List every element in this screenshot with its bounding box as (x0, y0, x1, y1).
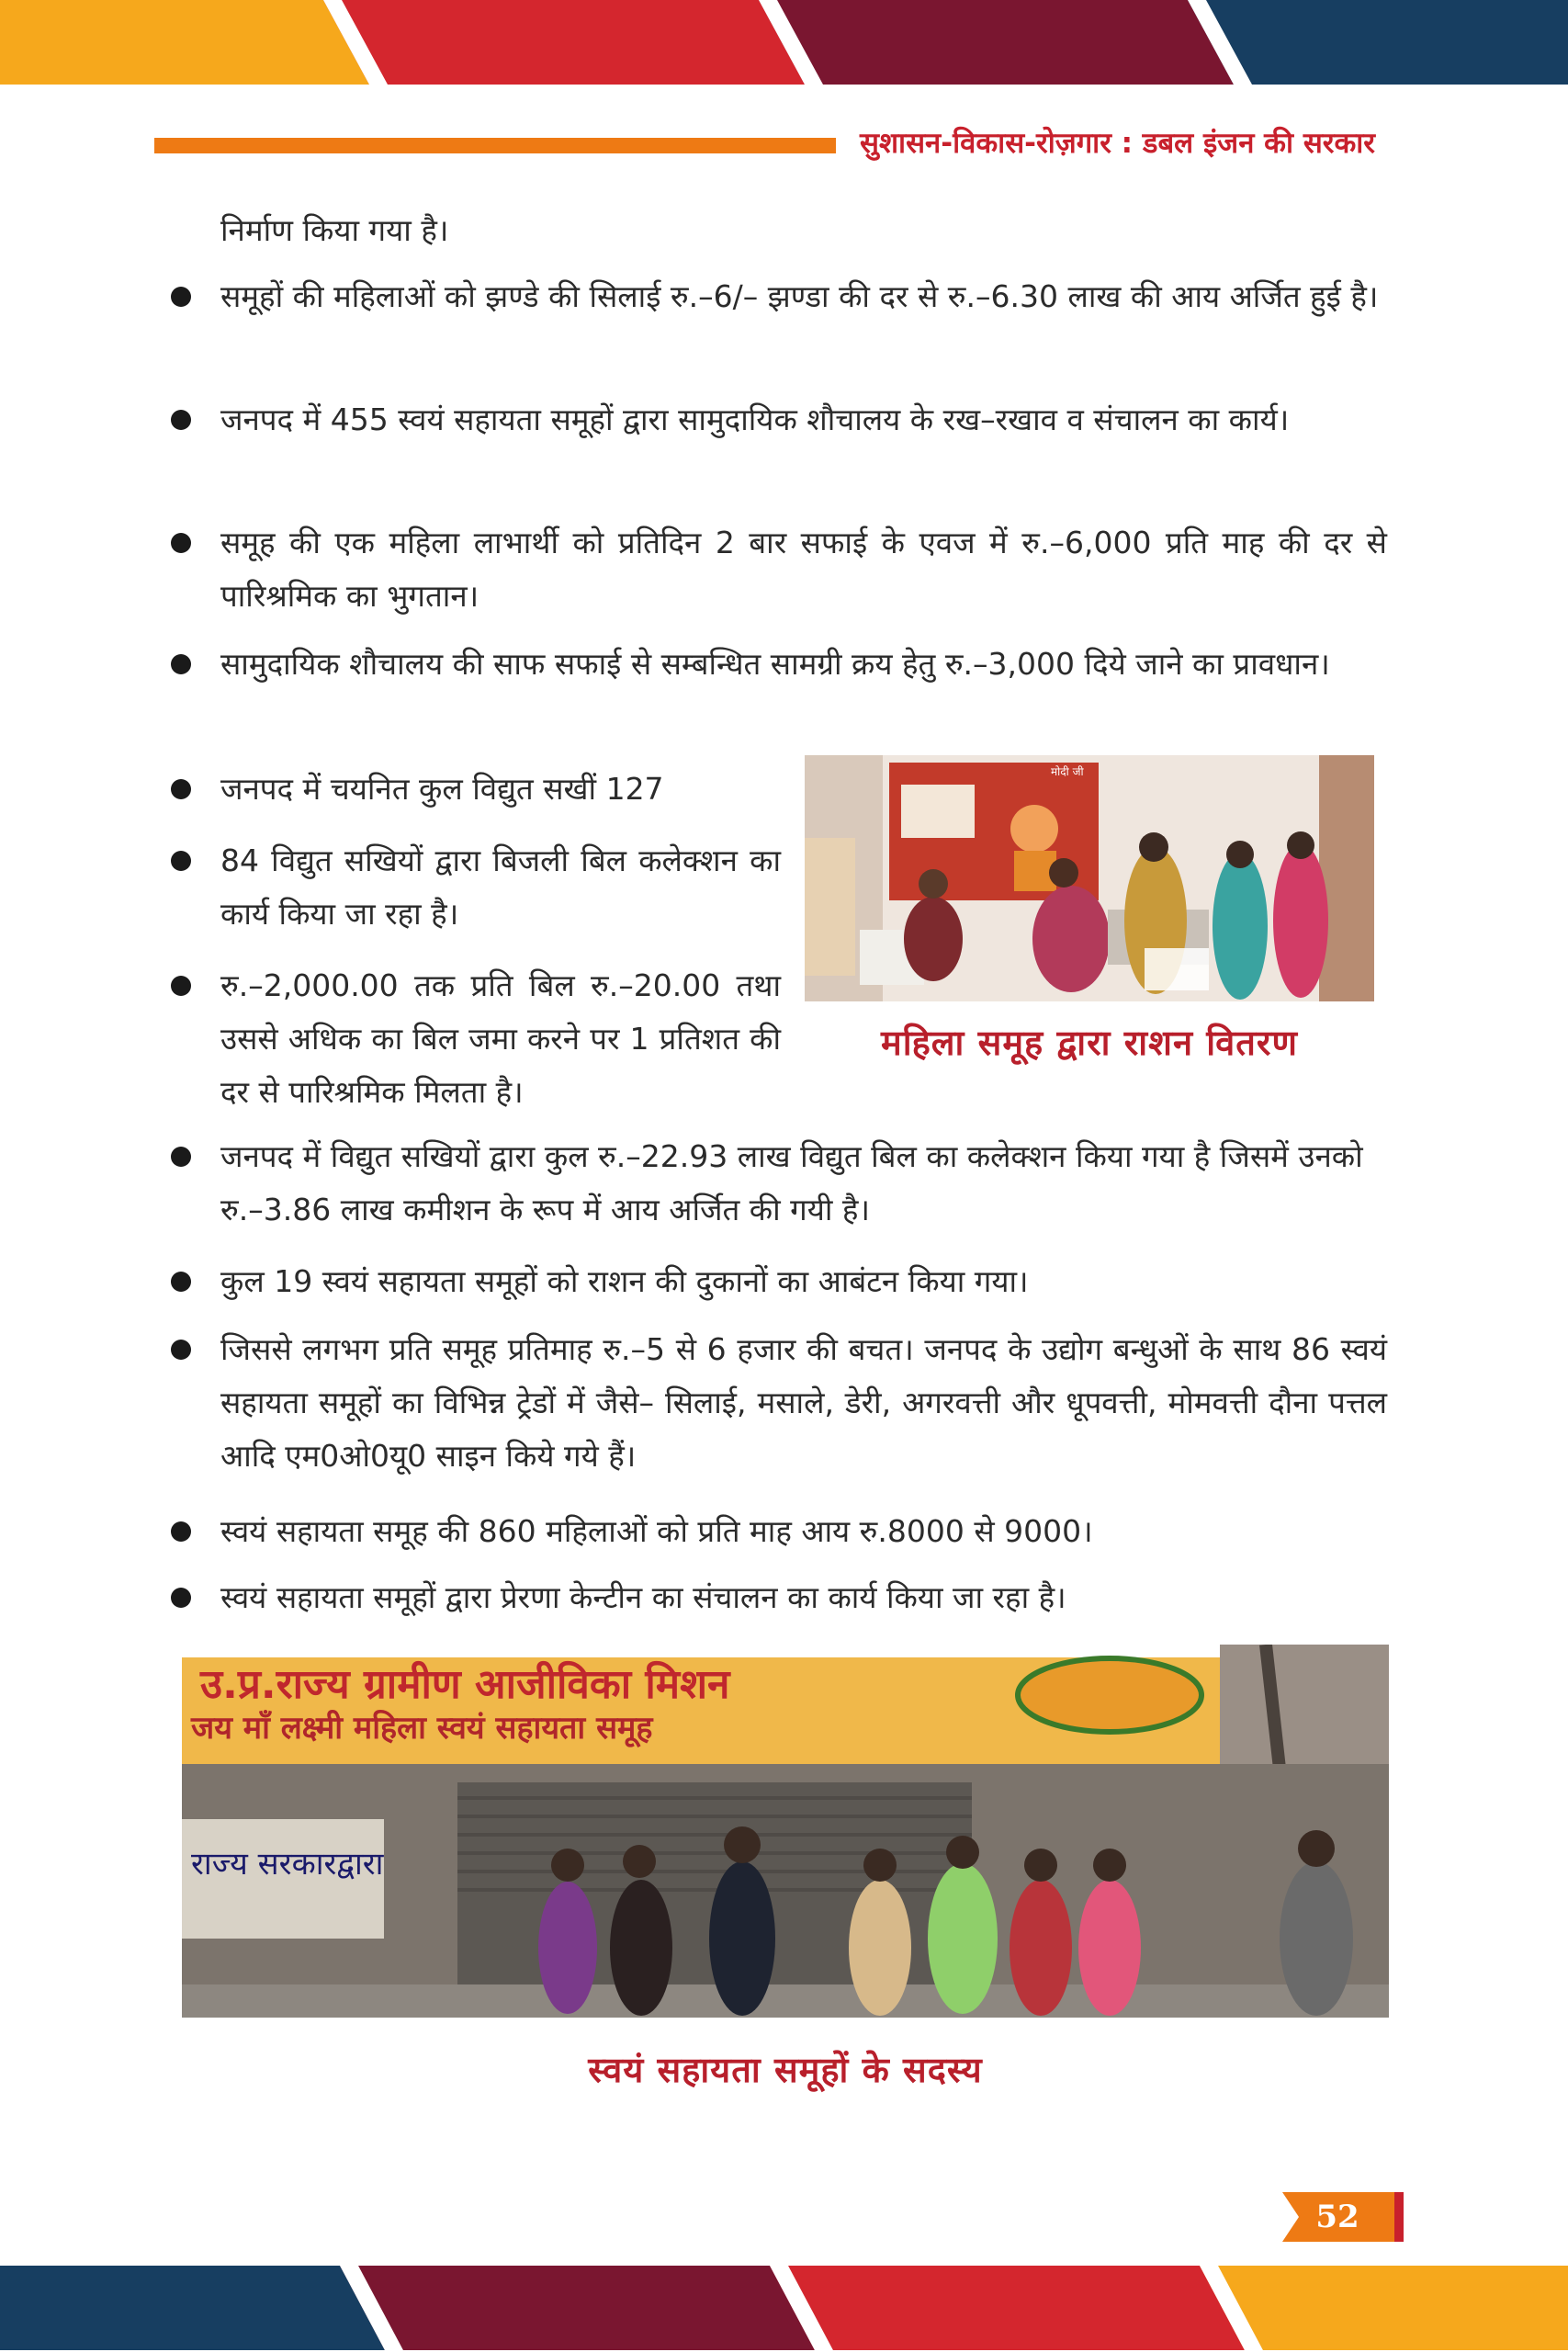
bullet-dot (171, 851, 191, 871)
bullet-dot (171, 410, 191, 430)
bullet-text-4: सामुदायिक शौचालय की साफ सफाई से सम्बन्धित सामग्री क्रय हेतु रु.–3,000 दिये जाने का प्रावधान। (220, 646, 1330, 682)
bullet-text-11: स्वयं सहायता समूह की 860 महिलाओं को प्रति माह आय रु.8000 से 9000। (220, 1513, 1093, 1549)
bullet-text-1: समूहों की महिलाओं को झण्डे की सिलाई रु.–6/– झण्डा की दर से रु.–6.30 लाख की आय अर्जित हुई है। (220, 278, 1379, 314)
top-color-band (0, 0, 1568, 85)
sign-line-1: उ.प्र.राज्य ग्रामीण आजीविका मिशन (200, 1661, 730, 1708)
bullet-text-10: जिससे लगभग प्रति समूह प्रतिमाह रु.–5 से 6 हजार की बचत। जनपद के उद्योग बन्धुओं के साथ 86 स्वयं सहायता समूहों का विभिन्न ट्रेडों में जैसे– सिलाई, मसाले, डेरी, अगरवत्ती और धूपवत्ती, मोमवत्ती दौना पत्तल आदि एम0ओ0यू0 साइन किये गये हैं। (220, 1331, 1387, 1474)
bullet-text-2: जनपद में 455 स्वयं सहायता समूहों द्वारा सामुदायिक शौचालय के रख–रखाव व संचालन का कार्य। (220, 401, 1290, 437)
group-photo-caption: स्वयं सहायता समूहों के सदस्य (588, 2049, 983, 2090)
bullet-text-8: जनपद में विद्युत सखियों द्वारा कुल रु.–22.93 लाख विद्युत बिल का कलेक्शन किया गया है जिसमें उनको रु.–3.86 लाख कमीशन के रूप में आय अर्जित की गयी है। (220, 1138, 1363, 1227)
bullet-dot (171, 287, 191, 307)
self-help-group-photo (182, 1645, 1389, 2018)
ration-distribution-photo (805, 755, 1374, 1001)
bullet-text-3: समूह की एक महिला लाभार्थी को प्रतिदिन 2 बार सफाई के एवज में रु.–6,000 प्रति माह की दर से पारिश्रमिक का भुगतान। (220, 525, 1387, 614)
bullet-text-6: 84 विद्युत सखियों द्वारा बिजली बिल कलेक्शन का कार्य किया जा रहा है। (220, 842, 781, 932)
group-photo-illustration (182, 1645, 1389, 2018)
bullet-dot (171, 1588, 191, 1608)
ration-photo-caption: महिला समूह द्वारा राशन वितरण (881, 1022, 1298, 1063)
bullet-text-12: स्वयं सहायता समूहों द्वारा प्रेरणा केन्टीन का संचालन का कार्य किया जा रहा है। (220, 1579, 1066, 1615)
top-band-graphic (0, 0, 1568, 85)
wall-text: राज्य सरकारद्वारा (191, 1846, 384, 1883)
bullet-dot (171, 654, 191, 674)
bottom-color-band (0, 2266, 1568, 2350)
bullet-dot (171, 533, 191, 553)
ration-photo-illustration (805, 755, 1374, 1001)
bullet-dot (171, 1521, 191, 1542)
bullet-text-9: कुल 19 स्वयं सहायता समूहों को राशन की दुकानों का आबंटन किया गया। (220, 1263, 1029, 1299)
poster-text: मोदी जी (1051, 765, 1084, 778)
bullet-text-7: रु.–2,000.00 तक प्रति बिल रु.–20.00 तथा उससे अधिक का बिल जमा करने पर 1 प्रतिशत की दर से पारिश्रमिक मिलता है। (220, 967, 781, 1110)
sign-line-2: जय माँ लक्ष्मी महिला स्वयं सहायता समूह (191, 1710, 653, 1747)
bullet-text-5: जनपद में चयनित कुल विद्युत सखीं 127 (220, 771, 664, 807)
page-number: 52 (1315, 2199, 1359, 2235)
bottom-band-graphic (0, 2266, 1568, 2350)
bullet-dot (171, 779, 191, 799)
header-title: सुशासन-विकास-रोज़गार : डबल इंजन की सरकार (860, 127, 1375, 160)
continuation-text: निर्माण किया गया है। (220, 212, 449, 248)
bullet-dot (171, 1147, 191, 1167)
header-rule (154, 138, 836, 153)
bullet-dot (171, 1340, 191, 1360)
bullet-dot (171, 976, 191, 996)
bullet-dot (171, 1272, 191, 1292)
